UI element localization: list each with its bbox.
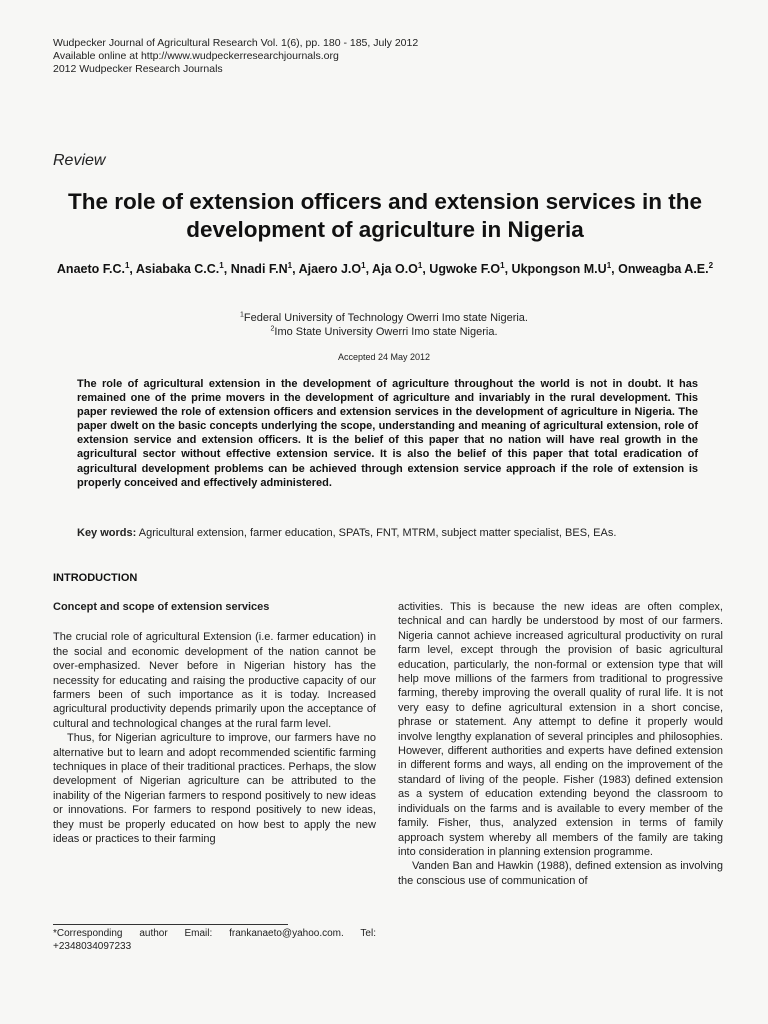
author-affiliation-mark: 1 <box>361 260 366 270</box>
author-list: Anaeto F.C.$^1$, Asiabaka C.C.$^1$, Nnadi $F.N^1$, Ajaero $J.O^1$, Aja $O.O^1$, Ugwoke $F.O^1$, Ukpongson $M.U^1$, Onweagba A.E.$^2$ <box>56 260 714 276</box>
journal-copyright: 2012 Wudpecker Research Journals <box>53 63 223 75</box>
body-paragraph: Vanden Ban and Hawkin (1988), defined extension as involving the conscious use of communication of <box>398 860 723 887</box>
affiliation-text: Imo State University Owerri Imo state Nigeria. <box>274 326 498 338</box>
journal-url: Available online at http://www.wudpeckerresearchjournals.org <box>53 50 339 62</box>
author-name: Nnadi F.N <box>230 262 288 276</box>
footnote-divider <box>53 924 288 925</box>
author-affiliation-mark: 1 <box>500 260 505 270</box>
right-column <box>398 600 723 888</box>
author-name: Aja O.O <box>372 262 418 276</box>
author-name: Onweagba A.E. <box>618 262 709 276</box>
introduction-heading: INTRODUCTION <box>53 572 138 584</box>
author-name: Anaeto F.C. <box>56 262 125 276</box>
author-name: Ugwoke F.O <box>429 262 501 276</box>
corresponding-author-footnote: *Corresponding author Email: frankanaeto@yahoo.com. Tel: +2348034097233 <box>53 928 376 952</box>
keywords <box>77 527 717 539</box>
affiliations <box>0 311 768 339</box>
author-affiliation-mark: 2 <box>708 260 714 270</box>
author-affiliation-mark: 1 <box>219 260 224 270</box>
author-affiliation-mark: 1 <box>606 260 612 270</box>
affiliation-text: Federal University of Technology Owerri Imo state Nigeria. <box>243 312 528 324</box>
journal-header <box>53 37 418 76</box>
body-paragraph: The crucial role of agricultural Extension (i.e. farmer education) in the social and economic development of the nation cannot be over-emphasized. Never before in Nigerian history has the necessity for educating and raising the productive capacity of our farmers been of such importance as it is today. Increased agricultural productivity depends primarily upon the acceptance of cultural and technological changes at the rural farm level. <box>53 631 376 730</box>
affiliation-mark: 1 <box>240 311 244 319</box>
section-type-label: Review <box>53 152 106 169</box>
affiliation-item <box>0 311 768 325</box>
abstract: The role of agricultural extension in the development of agriculture throughout the world is not in doubt. It has remained one of the prime movers in the development of agriculture and invariably in the rural development. This paper reviewed the role of extension officers and extension services in the development of agriculture in Nigeria. The paper dwelt on the basic concepts underlying the scope, understanding and meaning of agricultural extension, role of extension service and extension officers. It is the belief of this paper that no nation will have real growth in the agricultural sector without effective extension service. It is also the belief of this paper that total eradication of agricultural development problems can be achieved through extension service approach if the role of extension is properly conceived and effectively administered. <box>77 378 698 489</box>
affiliation-item <box>0 325 768 339</box>
body-paragraph: activities. This is because the new ideas are often complex, technical and can hardly be understood by most of our farmers. Nigeria cannot achieve increased agricultural productivity on rural farm level, except through the provision of basic agricultural education, particularly, the non-formal or extension type that will help move millions of the farmers from traditional to progressive farming, thereby improving the overall quality of rural life. It is not very easy to define agricultural extension in a short concise, phrase or statement. Any attempt to define it properly would involve lengthy explanation of several principles and philosophies. However, different authorities and experts have defined extension in different forms and ways, all ending on the improvement of the standard of living of the people. Fisher (1983) defined extension as a system of education extending beyond the classroom to individuals on the farms and is available to every member of the family. Fisher, thus, analyzed extension in terms of family approach system whereby all members of the family are taking into consideration in planning extension programme. <box>398 601 723 858</box>
section-subheading: Concept and scope of extension services <box>53 601 270 613</box>
paper-title: The role of extension officers and extension services in the development of agriculture in Nigeria <box>68 189 702 242</box>
accepted-date: Accepted 24 May 2012 <box>337 352 431 362</box>
keywords-text: Agricultural extension, farmer education, SPATs, FNT, MTRM, subject matter specialist, BES, EAs. <box>138 527 617 539</box>
affiliation-mark: 2 <box>270 325 275 333</box>
author-name: Asiabaka C.C. <box>135 262 220 276</box>
author-name: Ukpongson M.U <box>511 262 607 276</box>
journal-citation: Wudpecker Journal of Agricultural Research Vol. 1(6), pp. 180 - 185, July 2012 <box>53 37 419 49</box>
body-paragraph: Thus, for Nigerian agriculture to improve, our farmers have no alternative but to learn and adopt recommended scientific farming techniques in place of their traditional practices. Perhaps, the slow development of Nigerian agriculture can be attributed to the inability of the Nigerian farmers to respond positively to new ideas or innovations. For farmers to respond positively to new ideas, they must be properly educated on how best to apply the new ideas or practices to their farming <box>53 732 376 846</box>
author-name: Ajaero J.O <box>298 262 362 276</box>
author-affiliation-mark: 1 <box>417 260 423 270</box>
author-affiliation-mark: 1 <box>124 260 130 270</box>
keywords-label: Key words: <box>77 527 137 539</box>
author-affiliation-mark: 1 <box>287 260 293 270</box>
left-column <box>53 600 376 847</box>
